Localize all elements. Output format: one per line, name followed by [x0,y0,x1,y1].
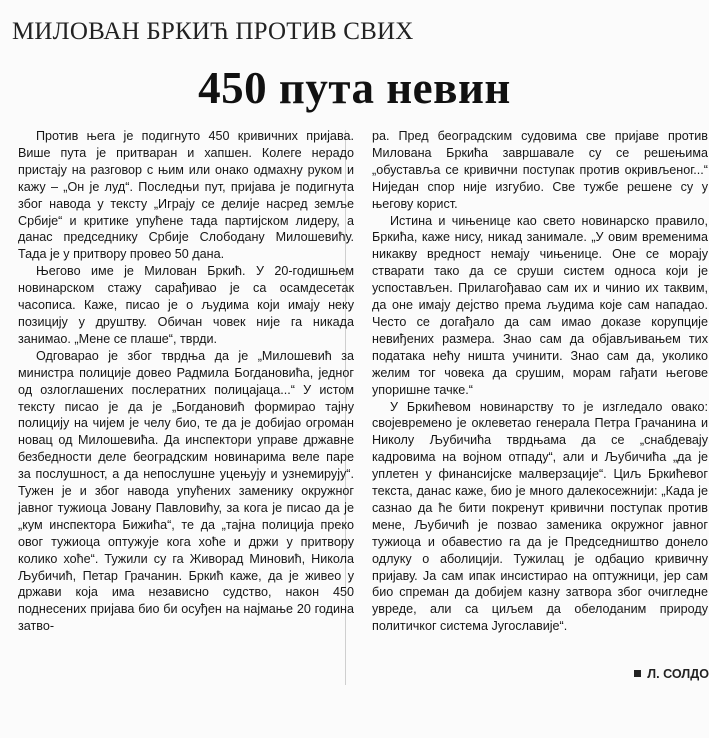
paragraph: ра. Пред београдским судовима све пријаве против Милована Бркића завршавале су се решењима „обуставља се кривични поступак против окривљеног...“ Ниједан спор није изгубио. Све тужбе решене су у његову корист. [372,129,708,211]
paragraph: Одговарао је због тврдња да је „Милошевић за министра полиције довео Радмила Богдановића, једног од озлоглашених послератних полицајаца...“ У истом тексту писао је да је „Богдановић формирао тајну полицију на чијем је челу био, те да је добијао огроман новац од Милошевића. Да инспектори управе државне безбедности деле београдским новинарима веле паре за послушност, а да непослушне уцењују и узнемирују“. Тужен је и због навода упућених заменику окружног јавног тужиоца Јовану Павловићу, за кога је писао да је „кум инспектора Бижића“, те да „тајна полиција преко овог тужиоца оптужује кога хоће и држи у притвору колико хоће“. Тужили су га Живорад Миновић, Никола Љубичић, Петар Грачанин. Бркић каже, да је живео у држави која има независно судство, након 450 поднесених пријава био би осуђен на најмање 20 година затво- [18,348,354,634]
paragraph: У Бркићевом новинарству то је изгледало овако: својевремено је оклеветао генерала Петра Грачанина и Николу Љубичића тврдњама да се „снабдевају кадровима на војном отпаду“, али и Љубичића „да је уплетен у финансијске малверзације“. Циљ Бркићевог текста, данас каже, био је много далекосежнији: „Када је сазнао да ће бити покренут кривични поступак против мене, Љубичић је позвао заменика окружног јавног тужиоца и обавестио га да је Председништво донело одлуку о аболицији. Тужилац је одбацио кривичну пријаву. Ја сам ипак инсистирао на оптужници, јер сам био спреман да добијем казну затвора због очигледне увреде, али са циљем да обелоданим природу политичког система Југославије“. [372,399,708,634]
article-headline: 450 пута невин [198,63,511,113]
article-column-left [18,128,354,688]
author-byline [634,667,709,681]
paragraph: Против њега је подигнуто 450 кривичних пријава. Више пута је притваран и хапшен. Колеге нерадо пристају на разговор с њим или онако одмахну руком и кажу – „Он је луд“. Последњи пут, пријава је подигнута због навода у тексту „Играју се делије насред земље Србије“ и критике упућене тада партијском лидеру, а данас председнику Србије Слободану Милошевићу. Тада је у притвору провео 50 дана. [18,129,354,262]
section-kicker: МИЛОВАН БРКИЋ ПРОТИВ СВИХ [12,18,414,45]
article-body [18,128,708,688]
article-column-right [372,128,708,688]
author-name: Л. СОЛДО [647,667,709,681]
bullet-square-icon [634,670,641,677]
paragraph: Истина и чињенице као свето новинарско правило, Бркића, каже нису, никад занимале. „У овим временима никакву вредност немају чињенице. Оне се морају стварати тако да се сруши систем односа који је успостављен. Прилагођавао сам их и чинио их таквим, да оне имају дејство према људима које сам нападао. Често се догађало да сам имао доказе корупције невиђених размера. Знао сам да објављивањем тих података нећу ништа учинити. Знао сам да, уколико желим тог човека да срушим, морам гађати његове упоришне тачке.“ [372,213,708,397]
paragraph: Његово име је Милован Бркић. У 20-годишњем новинарском стажу сарађивао је са осамдесетак часописа. Каже, писао је о људима који имају неку позицију у друштву. Обичан човек није га никада занимао. „Мене се плаше“, тврди. [18,264,354,346]
